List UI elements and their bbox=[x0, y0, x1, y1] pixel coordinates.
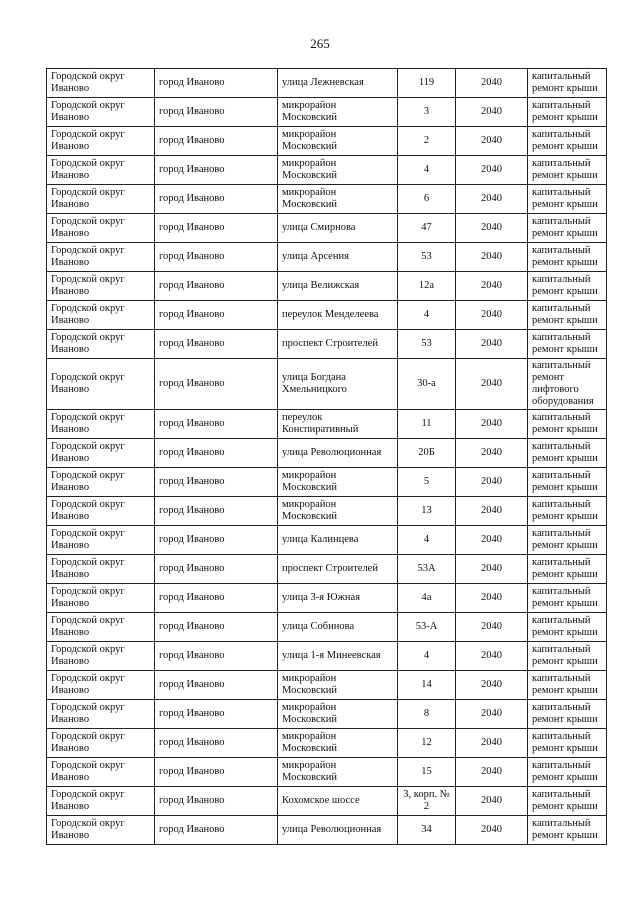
work-type-cell: капитальный ремонт крыши bbox=[528, 301, 607, 330]
table-row bbox=[47, 497, 607, 526]
table-row bbox=[47, 359, 607, 410]
table-row bbox=[47, 700, 607, 729]
house-number-cell: 14 bbox=[398, 671, 456, 700]
city-cell: город Иваново bbox=[155, 526, 278, 555]
district-cell: Городской округ Иваново bbox=[47, 700, 155, 729]
street-cell: улица Богдана Хмельницкого bbox=[278, 359, 398, 410]
street-cell: микрорайон Московский bbox=[278, 98, 398, 127]
work-type-cell: капитальный ремонт крыши bbox=[528, 156, 607, 185]
work-type-cell: капитальный ремонт крыши bbox=[528, 787, 607, 816]
district-cell: Городской округ Иваново bbox=[47, 497, 155, 526]
city-cell: город Иваново bbox=[155, 301, 278, 330]
street-cell: улица Велижская bbox=[278, 272, 398, 301]
year-cell: 2040 bbox=[456, 468, 528, 497]
work-type-cell: капитальный ремонт крыши bbox=[528, 497, 607, 526]
district-cell: Городской округ Иваново bbox=[47, 555, 155, 584]
house-number-cell: 4 bbox=[398, 156, 456, 185]
district-cell: Городской округ Иваново bbox=[47, 156, 155, 185]
street-cell: улица 3-я Южная bbox=[278, 584, 398, 613]
work-type-cell: капитальный ремонт крыши bbox=[528, 185, 607, 214]
work-type-cell: капитальный ремонт крыши bbox=[528, 729, 607, 758]
city-cell: город Иваново bbox=[155, 272, 278, 301]
table-body bbox=[47, 69, 607, 845]
work-type-cell: капитальный ремонт крыши bbox=[528, 214, 607, 243]
work-type-cell: капитальный ремонт крыши bbox=[528, 243, 607, 272]
street-cell: микрорайон Московский bbox=[278, 468, 398, 497]
city-cell: город Иваново bbox=[155, 468, 278, 497]
year-cell: 2040 bbox=[456, 729, 528, 758]
table-row bbox=[47, 642, 607, 671]
year-cell: 2040 bbox=[456, 642, 528, 671]
year-cell: 2040 bbox=[456, 758, 528, 787]
district-cell: Городской округ Иваново bbox=[47, 758, 155, 787]
house-number-cell: 15 bbox=[398, 758, 456, 787]
city-cell: город Иваново bbox=[155, 330, 278, 359]
year-cell: 2040 bbox=[456, 98, 528, 127]
work-type-cell: капитальный ремонт крыши bbox=[528, 671, 607, 700]
district-cell: Городской округ Иваново bbox=[47, 642, 155, 671]
district-cell: Городской округ Иваново bbox=[47, 69, 155, 98]
street-cell: улица Смирнова bbox=[278, 214, 398, 243]
city-cell: город Иваново bbox=[155, 439, 278, 468]
house-number-cell: 6 bbox=[398, 185, 456, 214]
house-number-cell: 53А bbox=[398, 555, 456, 584]
street-cell: переулок Конспиративный bbox=[278, 410, 398, 439]
year-cell: 2040 bbox=[456, 526, 528, 555]
page-number: 265 bbox=[310, 36, 330, 51]
year-cell: 2040 bbox=[456, 359, 528, 410]
table-row bbox=[47, 584, 607, 613]
table-row bbox=[47, 156, 607, 185]
city-cell: город Иваново bbox=[155, 816, 278, 845]
district-cell: Городской округ Иваново bbox=[47, 243, 155, 272]
house-number-cell: 5 bbox=[398, 468, 456, 497]
street-cell: улица 1-я Минеевская bbox=[278, 642, 398, 671]
district-cell: Городской округ Иваново bbox=[47, 729, 155, 758]
city-cell: город Иваново bbox=[155, 613, 278, 642]
house-number-cell: 4 bbox=[398, 642, 456, 671]
year-cell: 2040 bbox=[456, 185, 528, 214]
street-cell: улица Революционная bbox=[278, 439, 398, 468]
street-cell: улица Революционная bbox=[278, 816, 398, 845]
table-row bbox=[47, 214, 607, 243]
house-number-cell: 4 bbox=[398, 526, 456, 555]
table-row bbox=[47, 555, 607, 584]
table-row bbox=[47, 613, 607, 642]
table-row bbox=[47, 185, 607, 214]
street-cell: проспект Строителей bbox=[278, 330, 398, 359]
city-cell: город Иваново bbox=[155, 156, 278, 185]
city-cell: город Иваново bbox=[155, 359, 278, 410]
district-cell: Городской округ Иваново bbox=[47, 613, 155, 642]
year-cell: 2040 bbox=[456, 69, 528, 98]
year-cell: 2040 bbox=[456, 671, 528, 700]
year-cell: 2040 bbox=[456, 700, 528, 729]
city-cell: город Иваново bbox=[155, 700, 278, 729]
year-cell: 2040 bbox=[456, 156, 528, 185]
work-type-cell: капитальный ремонт крыши bbox=[528, 468, 607, 497]
city-cell: город Иваново bbox=[155, 243, 278, 272]
house-number-cell: 3, корп. № 2 bbox=[398, 787, 456, 816]
district-cell: Городской округ Иваново bbox=[47, 410, 155, 439]
city-cell: город Иваново bbox=[155, 787, 278, 816]
work-type-cell: капитальный ремонт лифтового оборудования bbox=[528, 359, 607, 410]
city-cell: город Иваново bbox=[155, 410, 278, 439]
house-number-cell: 53 bbox=[398, 330, 456, 359]
city-cell: город Иваново bbox=[155, 671, 278, 700]
street-cell: микрорайон Московский bbox=[278, 700, 398, 729]
year-cell: 2040 bbox=[456, 816, 528, 845]
street-cell: микрорайон Московский bbox=[278, 156, 398, 185]
work-type-cell: капитальный ремонт крыши bbox=[528, 69, 607, 98]
district-cell: Городской округ Иваново bbox=[47, 468, 155, 497]
year-cell: 2040 bbox=[456, 127, 528, 156]
city-cell: город Иваново bbox=[155, 98, 278, 127]
street-cell: улица Арсения bbox=[278, 243, 398, 272]
table-row bbox=[47, 98, 607, 127]
table-row bbox=[47, 272, 607, 301]
street-cell: микрорайон Московский bbox=[278, 497, 398, 526]
year-cell: 2040 bbox=[456, 243, 528, 272]
work-type-cell: капитальный ремонт крыши bbox=[528, 758, 607, 787]
table-row bbox=[47, 526, 607, 555]
year-cell: 2040 bbox=[456, 410, 528, 439]
city-cell: город Иваново bbox=[155, 185, 278, 214]
house-number-cell: 30-а bbox=[398, 359, 456, 410]
house-number-cell: 12 bbox=[398, 729, 456, 758]
district-cell: Городской округ Иваново bbox=[47, 98, 155, 127]
street-cell: улица Собинова bbox=[278, 613, 398, 642]
house-number-cell: 4а bbox=[398, 584, 456, 613]
work-type-cell: капитальный ремонт крыши bbox=[528, 98, 607, 127]
city-cell: город Иваново bbox=[155, 69, 278, 98]
house-number-cell: 13 bbox=[398, 497, 456, 526]
city-cell: город Иваново bbox=[155, 758, 278, 787]
city-cell: город Иваново bbox=[155, 214, 278, 243]
street-cell: улица Калинцева bbox=[278, 526, 398, 555]
district-cell: Городской округ Иваново bbox=[47, 671, 155, 700]
city-cell: город Иваново bbox=[155, 729, 278, 758]
year-cell: 2040 bbox=[456, 272, 528, 301]
year-cell: 2040 bbox=[456, 555, 528, 584]
street-cell: микрорайон Московский bbox=[278, 758, 398, 787]
street-cell: микрорайон Московский bbox=[278, 185, 398, 214]
work-type-cell: капитальный ремонт крыши bbox=[528, 584, 607, 613]
year-cell: 2040 bbox=[456, 439, 528, 468]
district-cell: Городской округ Иваново bbox=[47, 359, 155, 410]
street-cell: переулок Менделеева bbox=[278, 301, 398, 330]
city-cell: город Иваново bbox=[155, 642, 278, 671]
house-number-cell: 2 bbox=[398, 127, 456, 156]
table-row bbox=[47, 69, 607, 98]
city-cell: город Иваново bbox=[155, 497, 278, 526]
district-cell: Городской округ Иваново bbox=[47, 185, 155, 214]
house-number-cell: 20Б bbox=[398, 439, 456, 468]
work-type-cell: капитальный ремонт крыши bbox=[528, 555, 607, 584]
year-cell: 2040 bbox=[456, 330, 528, 359]
house-number-cell: 34 bbox=[398, 816, 456, 845]
year-cell: 2040 bbox=[456, 787, 528, 816]
table-row bbox=[47, 671, 607, 700]
street-cell: улица Лежневская bbox=[278, 69, 398, 98]
house-number-cell: 12а bbox=[398, 272, 456, 301]
table-row bbox=[47, 410, 607, 439]
table-row bbox=[47, 758, 607, 787]
district-cell: Городской округ Иваново bbox=[47, 526, 155, 555]
year-cell: 2040 bbox=[456, 214, 528, 243]
work-type-cell: капитальный ремонт крыши bbox=[528, 526, 607, 555]
work-type-cell: капитальный ремонт крыши bbox=[528, 330, 607, 359]
street-cell: микрорайон Московский bbox=[278, 127, 398, 156]
district-cell: Городской округ Иваново bbox=[47, 816, 155, 845]
district-cell: Городской округ Иваново bbox=[47, 584, 155, 613]
district-cell: Городской округ Иваново bbox=[47, 272, 155, 301]
work-type-cell: капитальный ремонт крыши bbox=[528, 272, 607, 301]
city-cell: город Иваново bbox=[155, 584, 278, 613]
house-number-cell: 8 bbox=[398, 700, 456, 729]
table-row bbox=[47, 787, 607, 816]
work-type-cell: капитальный ремонт крыши bbox=[528, 613, 607, 642]
table-row bbox=[47, 127, 607, 156]
table-row bbox=[47, 301, 607, 330]
table-row bbox=[47, 243, 607, 272]
work-type-cell: капитальный ремонт крыши bbox=[528, 816, 607, 845]
work-type-cell: капитальный ремонт крыши bbox=[528, 439, 607, 468]
work-type-cell: капитальный ремонт крыши bbox=[528, 410, 607, 439]
district-cell: Городской округ Иваново bbox=[47, 439, 155, 468]
year-cell: 2040 bbox=[456, 301, 528, 330]
city-cell: город Иваново bbox=[155, 555, 278, 584]
city-cell: город Иваново bbox=[155, 127, 278, 156]
work-type-cell: капитальный ремонт крыши bbox=[528, 700, 607, 729]
house-number-cell: 47 bbox=[398, 214, 456, 243]
work-type-cell: капитальный ремонт крыши bbox=[528, 642, 607, 671]
street-cell: проспект Строителей bbox=[278, 555, 398, 584]
table-row bbox=[47, 816, 607, 845]
table-row bbox=[47, 729, 607, 758]
street-cell: микрорайон Московский bbox=[278, 729, 398, 758]
work-type-cell: капитальный ремонт крыши bbox=[528, 127, 607, 156]
house-number-cell: 119 bbox=[398, 69, 456, 98]
table-row bbox=[47, 468, 607, 497]
year-cell: 2040 bbox=[456, 613, 528, 642]
table-row bbox=[47, 439, 607, 468]
house-number-cell: 11 bbox=[398, 410, 456, 439]
year-cell: 2040 bbox=[456, 497, 528, 526]
year-cell: 2040 bbox=[456, 584, 528, 613]
street-cell: микрорайон Московский bbox=[278, 671, 398, 700]
street-cell: Кохомское шоссе bbox=[278, 787, 398, 816]
district-cell: Городской округ Иваново bbox=[47, 127, 155, 156]
house-number-cell: 53-А bbox=[398, 613, 456, 642]
district-cell: Городской округ Иваново bbox=[47, 787, 155, 816]
district-cell: Городской округ Иваново bbox=[47, 330, 155, 359]
district-cell: Городской округ Иваново bbox=[47, 214, 155, 243]
house-number-cell: 4 bbox=[398, 301, 456, 330]
house-number-cell: 3 bbox=[398, 98, 456, 127]
repair-register-table bbox=[46, 68, 607, 845]
house-number-cell: 53 bbox=[398, 243, 456, 272]
district-cell: Городской округ Иваново bbox=[47, 301, 155, 330]
table-row bbox=[47, 330, 607, 359]
